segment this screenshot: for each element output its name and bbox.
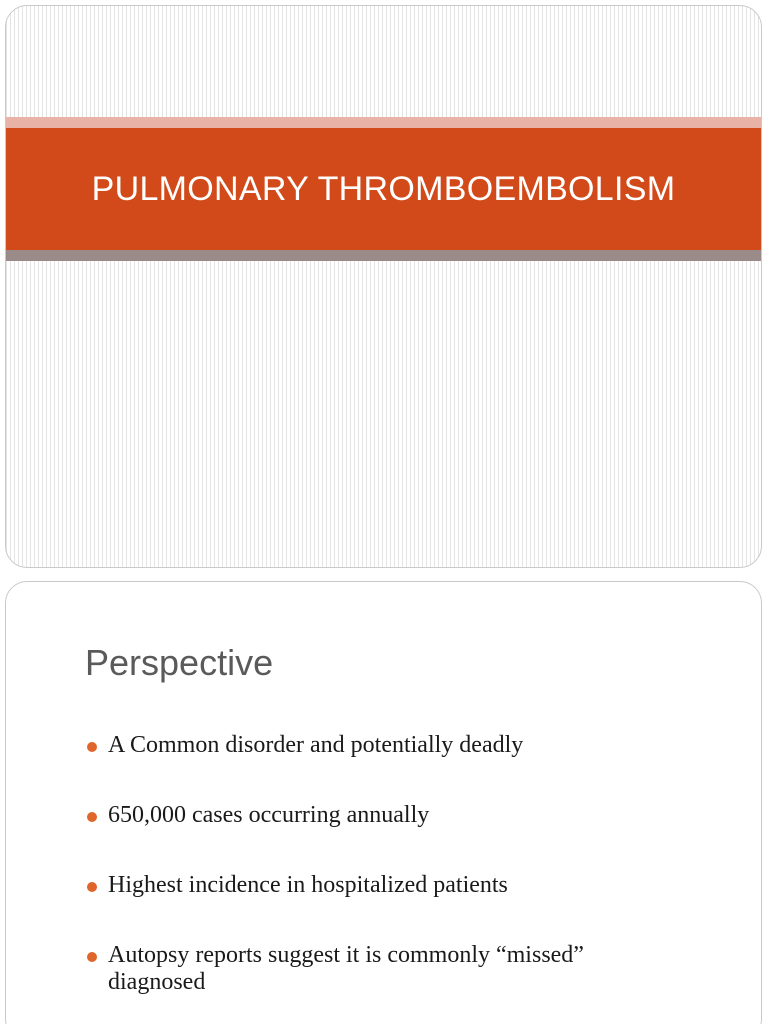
bullet-text: A Common disorder and potentially deadly [108, 732, 524, 758]
bullet-dot-icon [87, 742, 97, 752]
title-slide [5, 5, 762, 568]
bullet-item [82, 872, 682, 899]
bullet-dot-icon [87, 952, 97, 962]
title-bottom-strip [6, 250, 761, 261]
content-slide [5, 581, 762, 1024]
bullet-item [82, 732, 682, 759]
bullet-dot-icon [87, 812, 97, 822]
title-top-strip [6, 117, 761, 128]
bullet-item [82, 802, 682, 829]
bullet-list [82, 732, 682, 1024]
bullet-dot-icon [87, 882, 97, 892]
bullet-text: 650,000 cases occurring annually [108, 802, 430, 828]
slide-title: PULMONARY THROMBOEMBOLISM [91, 169, 676, 208]
slide-heading: Perspective [85, 642, 274, 683]
bullet-text: Autopsy reports suggest it is commonly “missed” diagnosed [108, 942, 584, 995]
bullet-item [82, 942, 682, 996]
title-band [6, 128, 761, 250]
bullet-text: Highest incidence in hospitalized patients [108, 872, 508, 898]
